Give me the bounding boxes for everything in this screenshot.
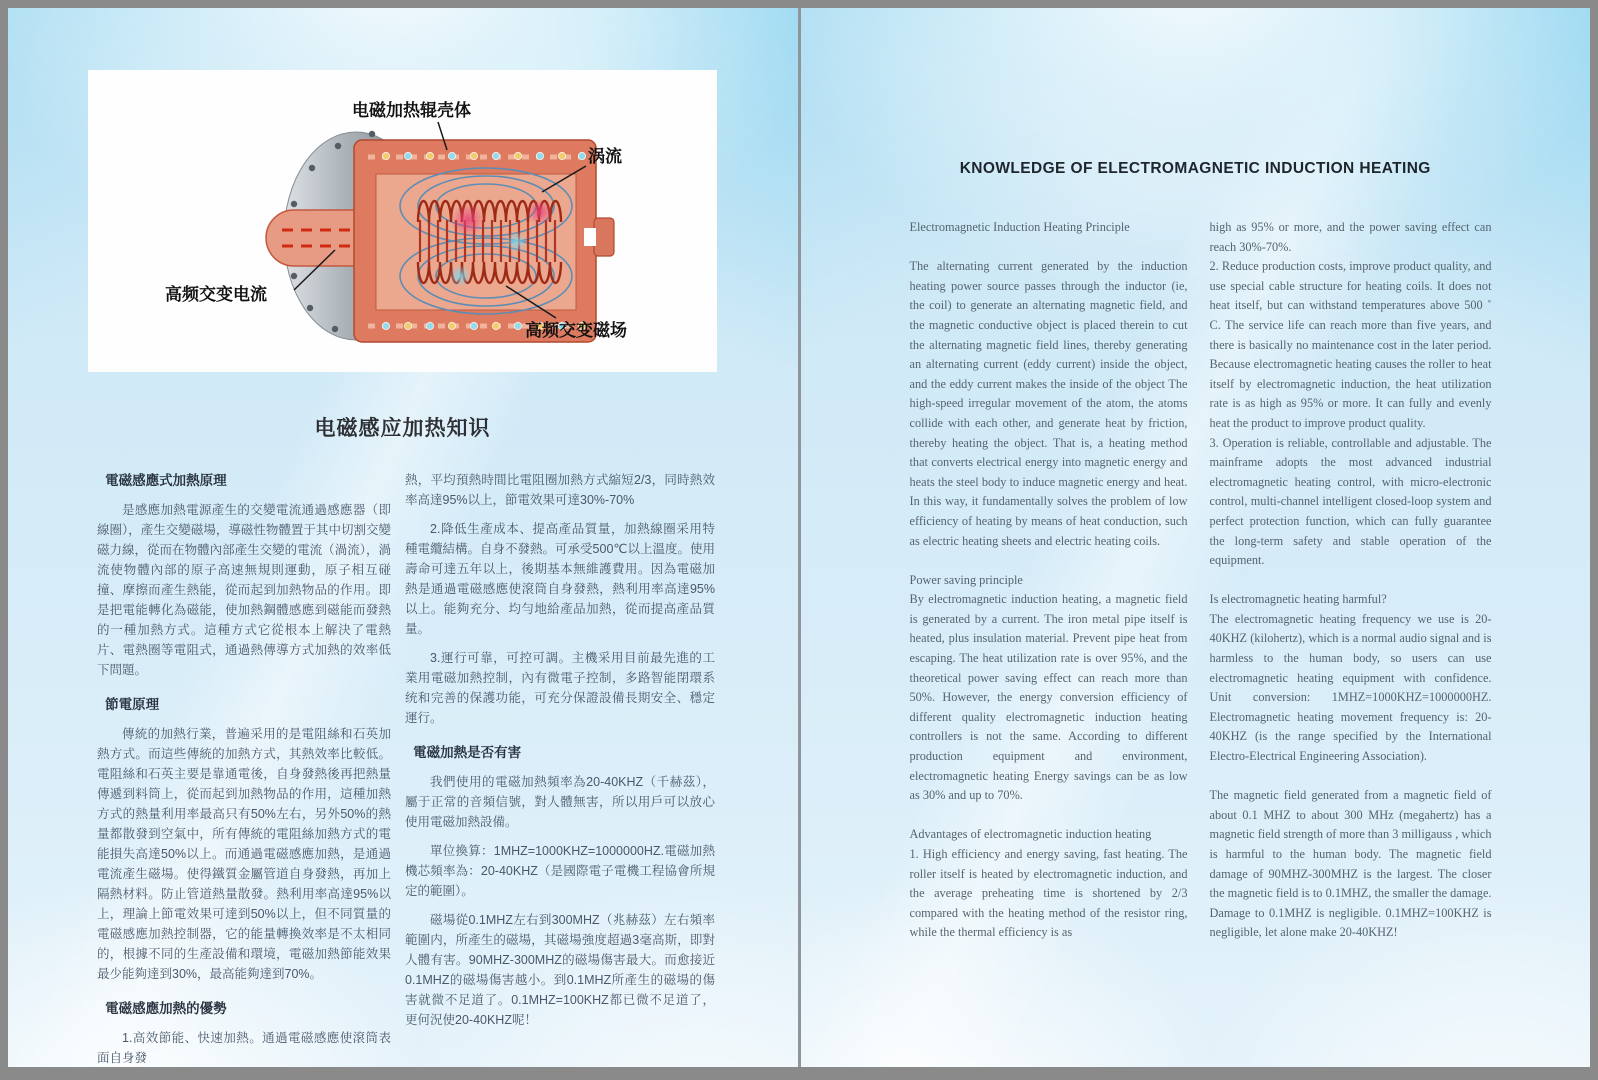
page-title-cn: 电磁感应加热知识: [314, 417, 491, 440]
diagram-label-shell: 电磁加热辊壳体: [352, 101, 471, 121]
section-heading: Is electromagnetic heating harmful?: [1209, 592, 1387, 607]
paragraph: 2.降低生產成本、提高產品質量，加熱線圈采用特種電纜結構。自身不發熱。可承受500℃以上溫度。使用壽命可達五年以上，後期基本無維護費用。因為電磁加熱是通過電磁感應使滾筒自身發熱，熱利用率高達95%以上。能夠充分、均勻地給產品加熱，從而提高產品質量。: [405, 522, 715, 636]
paragraph: By electromagnetic induction heating, a magnetic field is generated by a current. The iron metal pipe itself is heated, plus insulation material. Prevent pipe heat from escaping. The heat utilization rate is over 95%, and the theoretical power saving effect can reach more than 50%. However, the energy conversion efficiency of different quality electromagnetic induction heating controllers is not the same. According to different production equipment and environment, electromagnetic heating Energy savings can be as low as 30% and up to 70%.: [909, 592, 1188, 803]
section-heading: Advantages of electromagnetic induction heating: [909, 827, 1152, 842]
paragraph: 磁場從0.1MHZ左右到300MHZ（兆赫茲）左右頻率範圍内，所產生的磁場，其磁場強度超過3毫高斯，即對人體有害。90MHZ-300MHZ的磁場傷害最大。而愈接近0.1MHZ的磁場傷害越小。到0.1MHZ所產生的磁場的傷害就微不足道了。0.1MHZ=100KHZ都已微不足道了，更何況使20-40KHZ呢！: [405, 913, 715, 1027]
diagram-label-field: 高频交变磁场: [525, 321, 627, 341]
section-heading: 電磁加熱是否有害: [413, 745, 522, 760]
section-heading: 電磁感應式加熱原理: [105, 473, 227, 488]
en-column-1: [910, 218, 1188, 943]
paragraph: 1. High efficiency and energy saving, fast heating. The roller itself is heated by electromagnetic induction, and the average preheating time is shortened by 2/3 compared with the heating method of the resistor ring, while the thermal efficiency is as: [909, 847, 1188, 940]
right-page: [801, 8, 1591, 1067]
paragraph: The alternating current generated by the induction heating power source passes through the inductor (ie, the coil) to generate an alternating magnetic field, and the magnetic conductive object is placed therein to cut the alternating magnetic field lines, thereby generating an alternating current (eddy current) inside the object, and the eddy current makes the inside of the object The high-speed irregular movement of the atom, the atoms collide with each other, and generate heat by friction, thereby heating the object. That is, a heating method that converts electrical energy into magnetic energy and heats the steel body to induce magnetic energy and heat. In this way, it fundamentally solves the problem of low efficiency of heating by means of heat conduction, such as electric heating sheets and electric heating coils.: [909, 259, 1188, 548]
en-columns: [910, 218, 1492, 943]
section-heading: Power saving principle: [909, 572, 1023, 587]
paragraph: 3. Operation is reliable, controllable and adjustable. The mainframe adopts the most advanced industrial electromagnetic heating control, with micro-electronic control, multi-channel intelligent closed-loop system and perfect protection function, which can fully guarantee the long-term safety and stable operation of the equipment.: [1209, 435, 1492, 568]
paragraph: The electromagnetic heating frequency we use is 20-40KHZ (kilohertz), which is a normal audio signal and is harmless to the human body, so users can use electromagnetic heating equipment with confidence. Unit conversion: 1MHZ=1000KHZ=1000000HZ. Electromagnetic heating movement frequency is: 20-40KHZ (is the range specified by the International Electro-Electrical Engineering Association).: [1209, 611, 1492, 764]
left-page: [8, 8, 798, 1067]
en-column-2: [1210, 218, 1492, 943]
paragraph: 3.運行可靠，可控可調。主機采用目前最先進的工業用電磁加熱控制，內有微電子控制，多路智能閉環系统和完善的保護功能，可充分保證設備長期安全、穩定運行。: [405, 651, 715, 725]
cn-column-2: [405, 470, 715, 1067]
diagram-box: [88, 70, 717, 372]
paragraph: 單位換算：1MHZ=1000KHZ=1000000HZ.電磁加熱機芯頻率為：20-40KHZ（是國際電子電機工程協會所規定的範圍）。: [405, 844, 715, 898]
paragraph: 是感應加熱電源產生的交變電流通過感應器（即線圈），產生交變磁場，導磁性物體置于其中切割交變磁力線，從而在物體內部產生交變的電流（渦流），渦流使物體內部的原子高速無規則運動，原子相互碰撞、摩擦而產生熱能，從而起到加熱物品的作用。即是把電能轉化為磁能，使加熱鋼體感應到磁能而發熱的一種加熱方式。這種方式它從根本上解決了電熱片、電熱圈等電阻式，通過熱傳導方式加熱的效率低下問題。: [97, 503, 391, 677]
cn-column-1: [97, 470, 391, 1067]
brochure-spread: [8, 8, 1590, 1067]
paragraph: 1.高效節能、快速加熱。通過電磁感應使滾筒表面自身發: [97, 1031, 391, 1065]
induction-roller-diagram: [88, 70, 717, 372]
paragraph: 熱，平均預熱時間比電阻圈加熱方式縮短2/3，同時熱效率高達95%以上，節電效果可達30%-70%: [405, 473, 715, 507]
diagram-label-eddy: 涡流: [588, 147, 622, 167]
paragraph: The magnetic field generated from a magnetic field of about 0.1 MHZ to about 300 MHz (megahertz) has a magnetic field strength of more than 3 milligauss , which is harmful to the human body. The magnetic field damage of 90MHZ-300MHZ is the largest. The closer the magnetic field is to 0.1MHZ, the smaller the damage. Damage to 0.1MHZ is negligible. 0.1MHZ=100KHZ is negligible, let alone make 20-40KHZ!: [1209, 788, 1492, 940]
section-heading: 節電原理: [105, 697, 160, 712]
section-heading: Electromagnetic Induction Heating Principle: [909, 220, 1130, 234]
paragraph: 2. Reduce production costs, improve product quality, and use special cable structure for heating coils. It does not heat itself, but can withstand temperatures above 500 ˚ C. The service life can reach more than five years, and there is basically no maintenance cost in the later period. Because electromagnetic heating causes the roller to heat itself by electromagnetic induction, the heat utilization rate is as high as 95% or more. It can fully and evenly heat the product to improve product quality.: [1209, 259, 1492, 430]
paragraph: high as 95% or more, and the power saving effect can reach 30%-70%.: [1209, 220, 1492, 254]
diagram-label-current: 高频交变电流: [165, 285, 267, 305]
cn-columns: [97, 470, 715, 1067]
paragraph: 傳統的加熱行業，普遍采用的是電阻絲和石英加熱方式。而這些傳統的加熱方式，其熱效率比較低。電阻絲和石英主要是靠通電後，自身發熱後再把熱量傳遞到料筒上，從而起到加熱物品的作用，這種加熱方式的熱量利用率最高只有50%左右，另外50%的熱量都散發到空氣中，所有傳統的電阻絲加熱方式的電能損失高達50%以上。而通過電磁感應加熱，是通過電流產生磁場。使得鐵質金屬管道自身發熱，再加上隔熱材料。防止管道熱量散發。熱利用率高達95%以上，理論上節電效果可達到50%以上，但不同質量的電磁感應加熱控制器，它的能量轉換效率是不太相同的，根據不同的生產設備和環境，電磁加熱節能效果最少能夠達到30%，最高能夠達到70%。: [97, 727, 391, 981]
page-title-en: KNOWLEDGE OF ELECTROMAGNETIC INDUCTION HEATING: [959, 160, 1431, 177]
paragraph: 我們使用的電磁加熱頻率為20-40KHZ（千赫茲），屬于正常的音頻信號，對人體無害，所以用戶可以放心使用電磁加熱設備。: [405, 775, 715, 829]
section-heading: 電磁感應加熱的優勢: [105, 1001, 227, 1016]
